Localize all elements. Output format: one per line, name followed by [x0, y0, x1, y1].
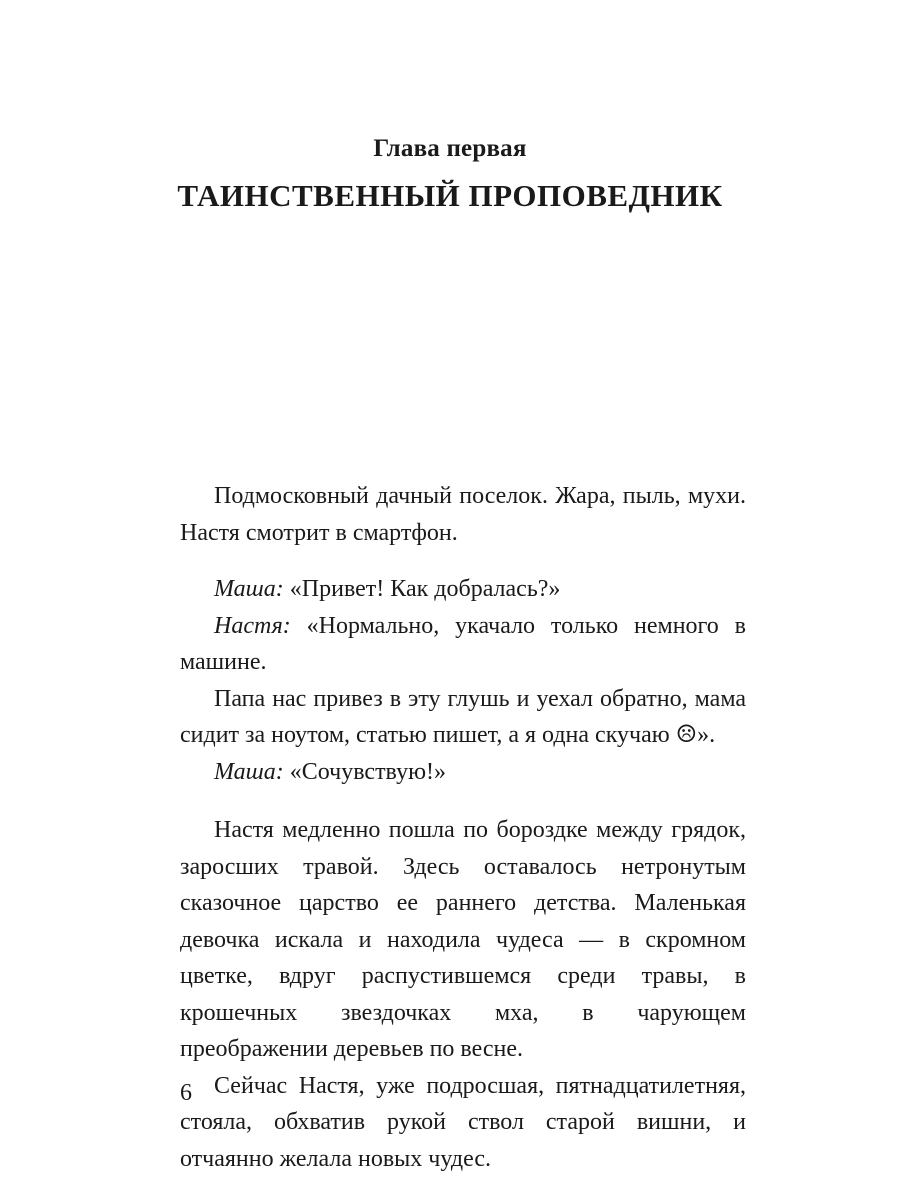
paragraph-garden: Настя медленно пошла по бороздке между грядок, заросших травой. Здесь оставалось нетронутым сказочное царство ее раннего детства. Маленькая девочка искала и находила чудеса — в скромном цветке, вдруг распустившемся среди травы, в крошечных звездочках мха, в чарующем преображении деревьев по весне.	[180, 817, 746, 1062]
chat-speaker: Маша:	[214, 576, 284, 602]
chat-speaker: Маша:	[214, 758, 284, 785]
chat-line	[180, 754, 746, 791]
chapter-label: Глава первая	[373, 135, 527, 162]
chat-message: «Нормально, укачало только немного в машине.	[180, 612, 746, 675]
chat-message: «Сочувствую!»	[283, 758, 446, 785]
chat-message: Папа нас привез в эту глушь и уехал обратно, мама сидит за ноутом, статью пишет, а я одна скучаю ☹».	[180, 685, 746, 748]
chat-message: «Привет! Как добралась?»	[283, 576, 561, 602]
page-number: 6	[180, 1080, 192, 1106]
chapter-title: ТАИНСТВЕННЫЙ ПРОПОВЕДНИК	[177, 178, 723, 213]
body-text	[180, 478, 746, 1177]
paragraph-intro: Подмосковный дачный поселок. Жара, пыль, мухи. Настя смотрит в смартфон.	[180, 483, 746, 546]
paragraph-cherry: Сейчас Настя, уже подросшая, пятнадцатилетняя, стояла, обхватив рукой ствол старой вишни, и отчаянно желала новых чудес.	[180, 1072, 746, 1172]
chat-line	[180, 571, 746, 608]
chat-line	[180, 681, 746, 754]
chat-line	[180, 608, 746, 681]
chat-speaker: Настя:	[214, 612, 291, 639]
